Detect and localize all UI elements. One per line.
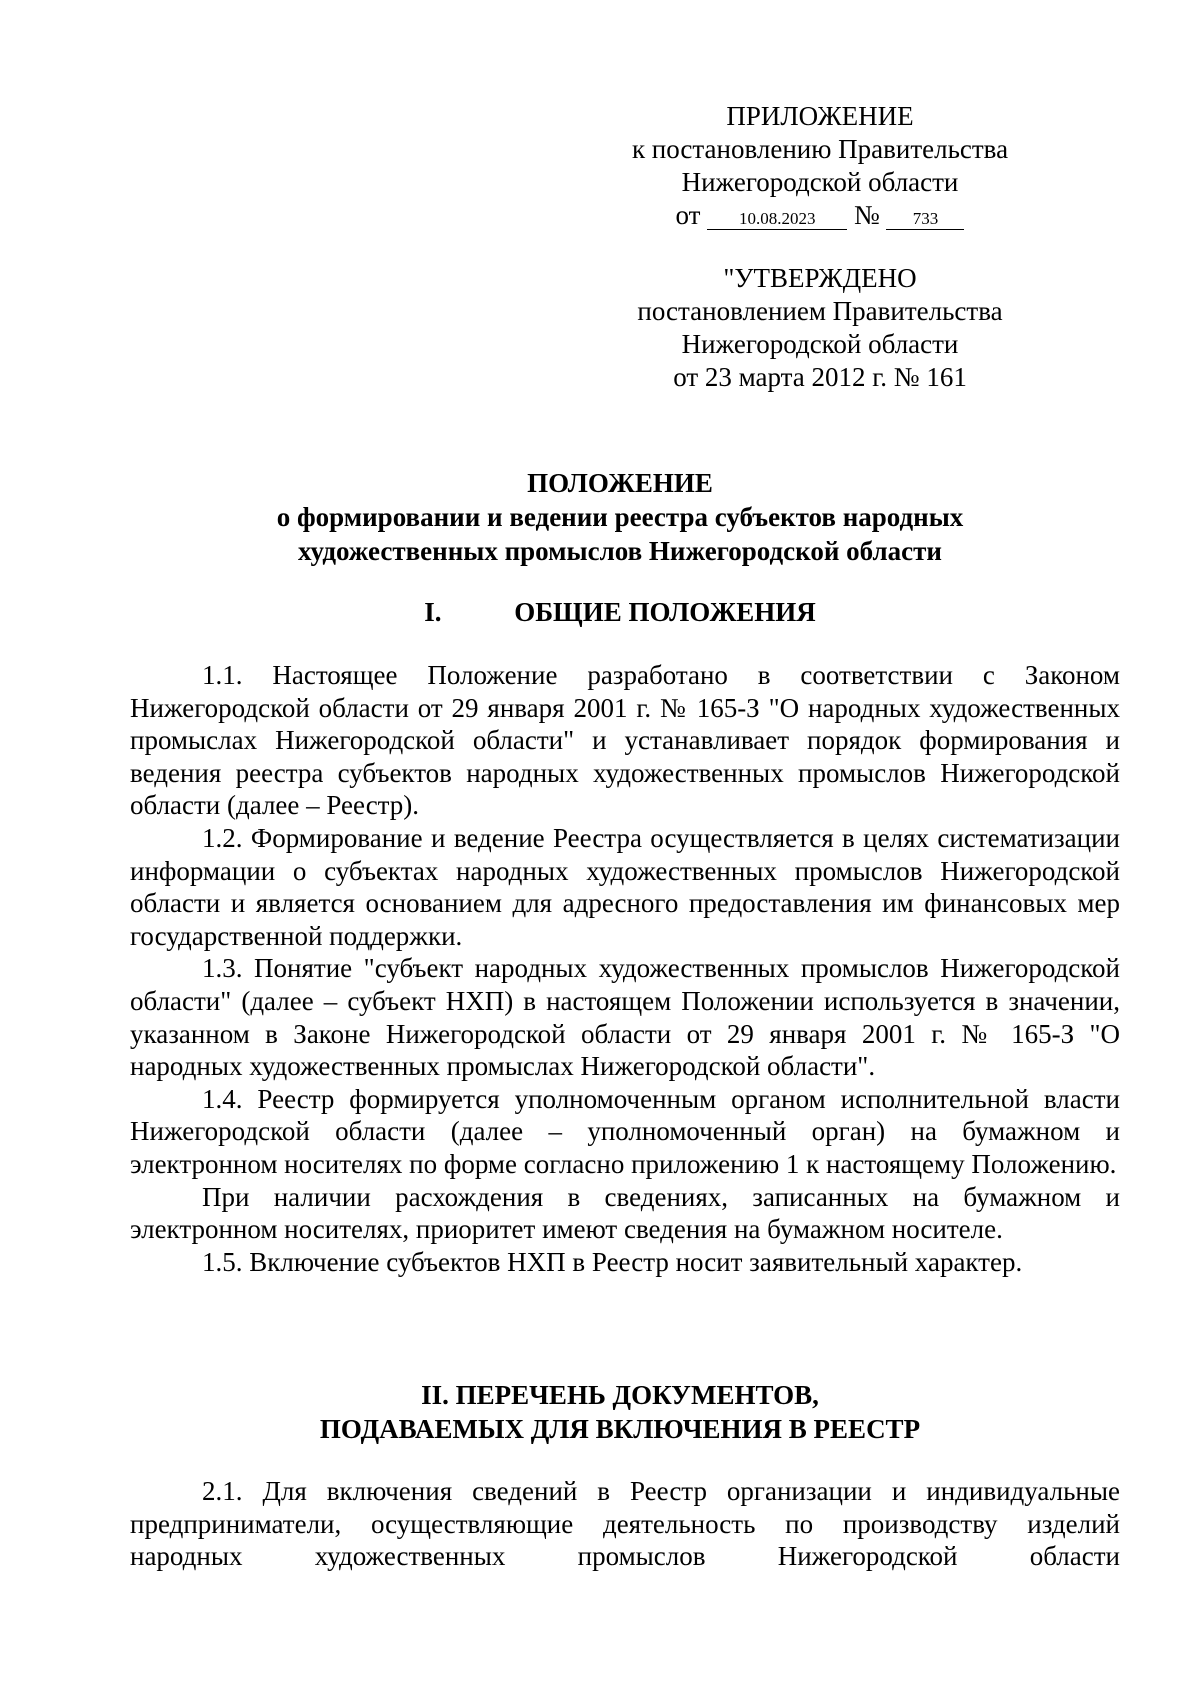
section-1-body — [130, 659, 1120, 1278]
date-prefix: от — [675, 200, 701, 230]
paragraph-1-2: 1.2. Формирование и ведение Реестра осуществляется в целях систематизации информации о субъектах народных художественных промыслов Нижегородской области и является основанием для адресного предоставления им финансовых мер государственной поддержки. — [130, 822, 1120, 951]
document-title — [100, 466, 1140, 568]
section-1-title: ОБЩИЕ ПОЛОЖЕНИЯ — [514, 597, 816, 627]
number-prefix: № — [853, 200, 880, 230]
document-title-line-3: художественных промыслов Нижегородской области — [298, 536, 942, 566]
paragraph-1-4: 1.4. Реестр формируется уполномоченным органом исполнительной власти Нижегородской области (далее – уполномоченный орган) на бумажном и электронном носителях по форме согласно приложению 1 к настоящему Положению. — [130, 1083, 1120, 1179]
approved-line-2: Нижегородской области — [681, 329, 959, 359]
section-2-heading — [100, 1378, 1140, 1446]
appendix-date-line — [620, 199, 1020, 232]
appendix-number: 733 — [886, 209, 964, 230]
paragraph-1-5: 1.5. Включение субъектов НХП в Реестр носит заявительный характер. — [202, 1246, 1023, 1277]
document-title-line-1: ПОЛОЖЕНИЕ — [527, 468, 713, 498]
document-title-line-2: о формировании и ведении реестра субъектов народных — [276, 502, 964, 532]
appendix-date: 10.08.2023 — [707, 209, 847, 230]
section-2-body — [130, 1475, 1120, 1573]
approved-title: "УТВЕРЖДЕНО — [723, 263, 917, 293]
paragraph-1-4-note: При наличии расхождения в сведениях, записанных на бумажном и электронном носителях, приоритет имеют сведения на бумажном носителе. — [130, 1181, 1120, 1245]
section-2-title-line-1: II. ПЕРЕЧЕНЬ ДОКУМЕНТОВ, — [421, 1380, 819, 1410]
section-2-title-line-2: ПОДАВАЕМЫХ ДЛЯ ВКЛЮЧЕНИЯ В РЕЕСТР — [319, 1414, 921, 1444]
paragraph-2-1: 2.1. Для включения сведений в Реестр организации и индивидуальные предприниматели, осуществляющие деятельность по производству изделий народных художественных промыслов Нижегородской области — [130, 1476, 1120, 1572]
appendix-title: ПРИЛОЖЕНИЕ — [726, 101, 914, 131]
paragraph-1-3: 1.3. Понятие "субъект народных художественных промыслов Нижегородской области" (далее – субъект НХП) в настоящем Положении используется в значении, указанном в Законе Нижегородской области от 29 января 2001 г. № 165-З "О народных художественных промыслах Нижегородской области". — [130, 953, 1120, 1082]
paragraph-1-1: 1.1. Настоящее Положение разработано в соответствии с Законом Нижегородской области от 29 января 2001 г. № 165-З "О народных художественных промыслах Нижегородской области" и устанавливает порядок формирования и ведения реестра субъектов народных художественных промыслов Нижегородской области (далее – Реестр). — [130, 660, 1120, 821]
approved-line-3: от 23 марта 2012 г. № 161 — [673, 362, 967, 392]
approved-line-1: постановлением Правительства — [637, 296, 1003, 326]
appendix-line-2: Нижегородской области — [681, 167, 959, 197]
appendix-line-1: к постановлению Правительства — [631, 134, 1009, 164]
section-1-number: I. — [424, 597, 442, 627]
section-1-heading — [100, 595, 1140, 629]
appendix-block — [620, 100, 1020, 232]
approved-block — [620, 262, 1020, 394]
